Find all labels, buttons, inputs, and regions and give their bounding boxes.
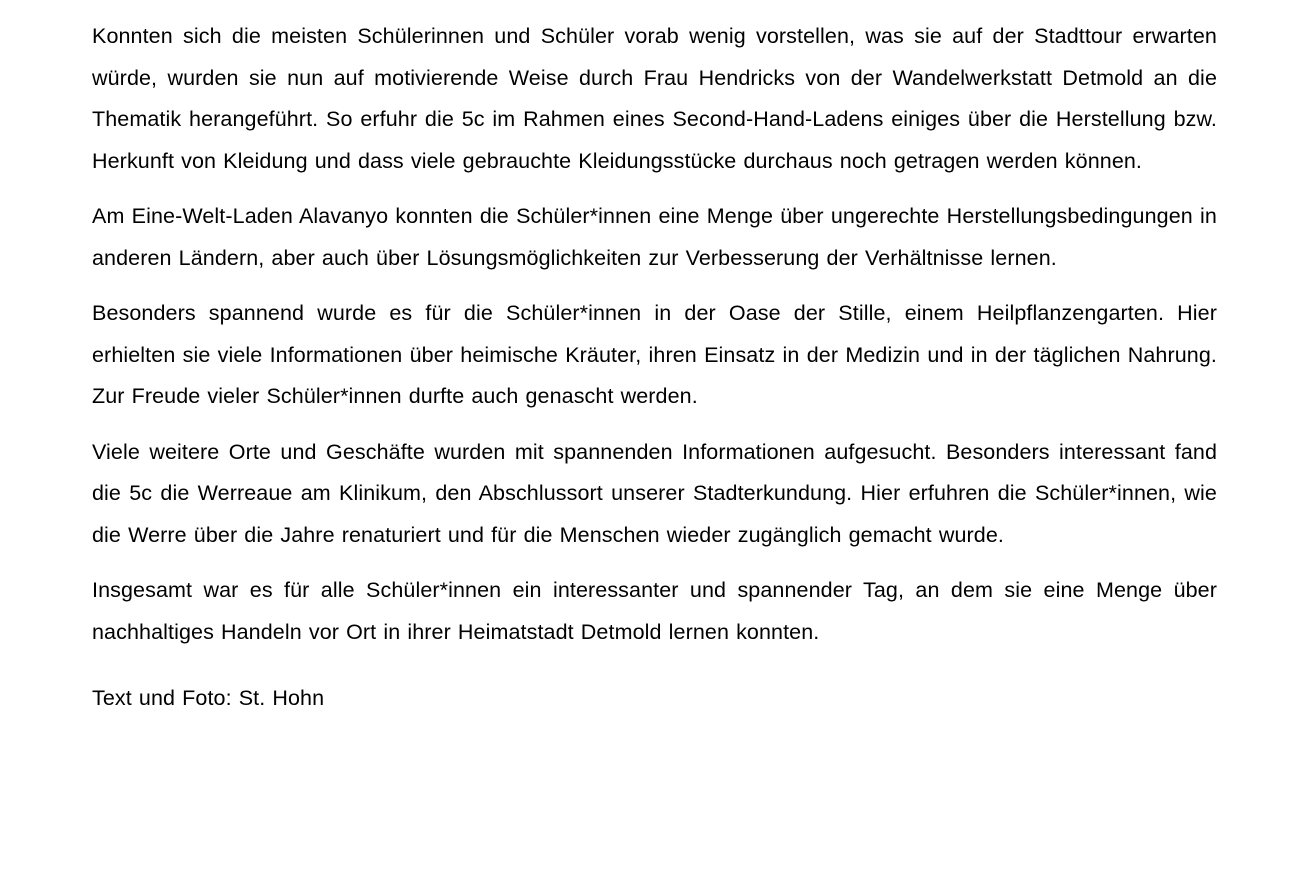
body-paragraph: Besonders spannend wurde es für die Schüler*innen in der Oase der Stille, einem Heilpflanzengarten. Hier erhielten sie viele Informationen über heimische Kräuter, ihren Einsatz in der Medizin und in der täglichen Nahrung. Zur Freude vieler Schüler*innen durfte auch genascht werden. [92,301,1217,408]
body-paragraph: Insgesamt war es für alle Schüler*innen ein interessanter und spannender Tag, an dem sie eine Menge über nachhaltiges Handeln vor Ort in ihrer Heimatstadt Detmold lernen konnten. [92,578,1217,644]
body-paragraph: Viele weitere Orte und Geschäfte wurden mit spannenden Informationen aufgesucht. Besonders interessant fand die 5c die Werreaue am Klinikum, den Abschlussort unserer Stadterkundung. Hier erfuhren die Schüler*innen, wie die Werre über die Jahre renaturiert und für die Menschen wieder zugänglich gemacht wurde. [92,439,1217,547]
body-paragraph: Konnten sich die meisten Schülerinnen und Schüler vorab wenig vorstellen, was sie auf der Stadttour erwarten würde, wurden sie nun auf motivierende Weise durch Frau Hendricks von der Wandelwerkstatt Detmold an die Thematik herangeführt. So erfuhr die 5c im Rahmen eines Second-Hand-Ladens einiges über die Herstellung bzw. Herkunft von Kleidung und dass viele gebrauchte Kleidungsstücke durchaus noch getragen werden können. [92,24,1217,173]
body-paragraph: Am Eine-Welt-Laden Alavanyo konnten die Schüler*innen eine Menge über ungerechte Herstellungsbedingungen in anderen Ländern, aber auch über Lösungsmöglichkeiten zur Verbesserung der Verhältnisse lernen. [92,204,1217,270]
credit-line: Text und Foto: St. Hohn [92,686,325,710]
